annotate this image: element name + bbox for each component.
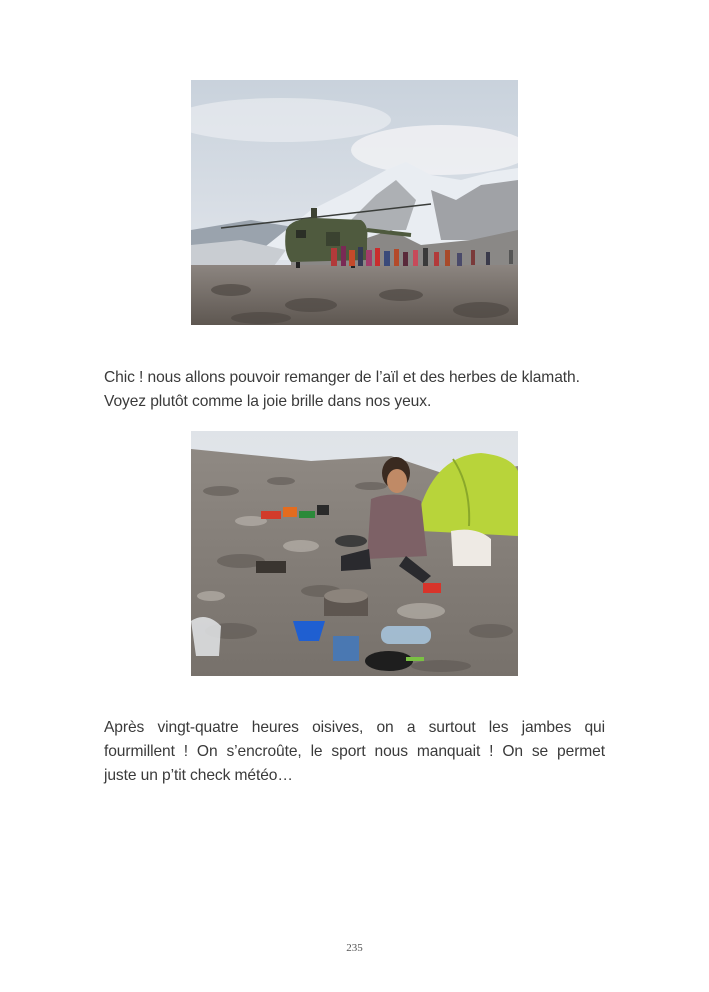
photo-camp-cooking: [191, 431, 518, 676]
paragraph-1-line-2: Voyez plutôt comme la joie brille dans nos yeux.: [104, 393, 432, 410]
photo-helicopter-glacier: [191, 80, 518, 325]
paragraph-2: [104, 716, 605, 788]
paragraph-2-line-2: fourmillent ! On s’encroûte, le sport nous manquait ! On se permet: [104, 743, 605, 760]
paragraph-2-line-3: juste un p’tit check météo…: [104, 767, 293, 784]
paragraph-1-line-1: Chic ! nous allons pouvoir remanger de l’aïl et des herbes de klamath.: [104, 369, 580, 386]
page-number: 235: [346, 942, 363, 954]
paragraph-1: [104, 366, 605, 414]
paragraph-2-line-1: Après vingt-quatre heures oisives, on a surtout les jambes qui: [104, 719, 605, 736]
